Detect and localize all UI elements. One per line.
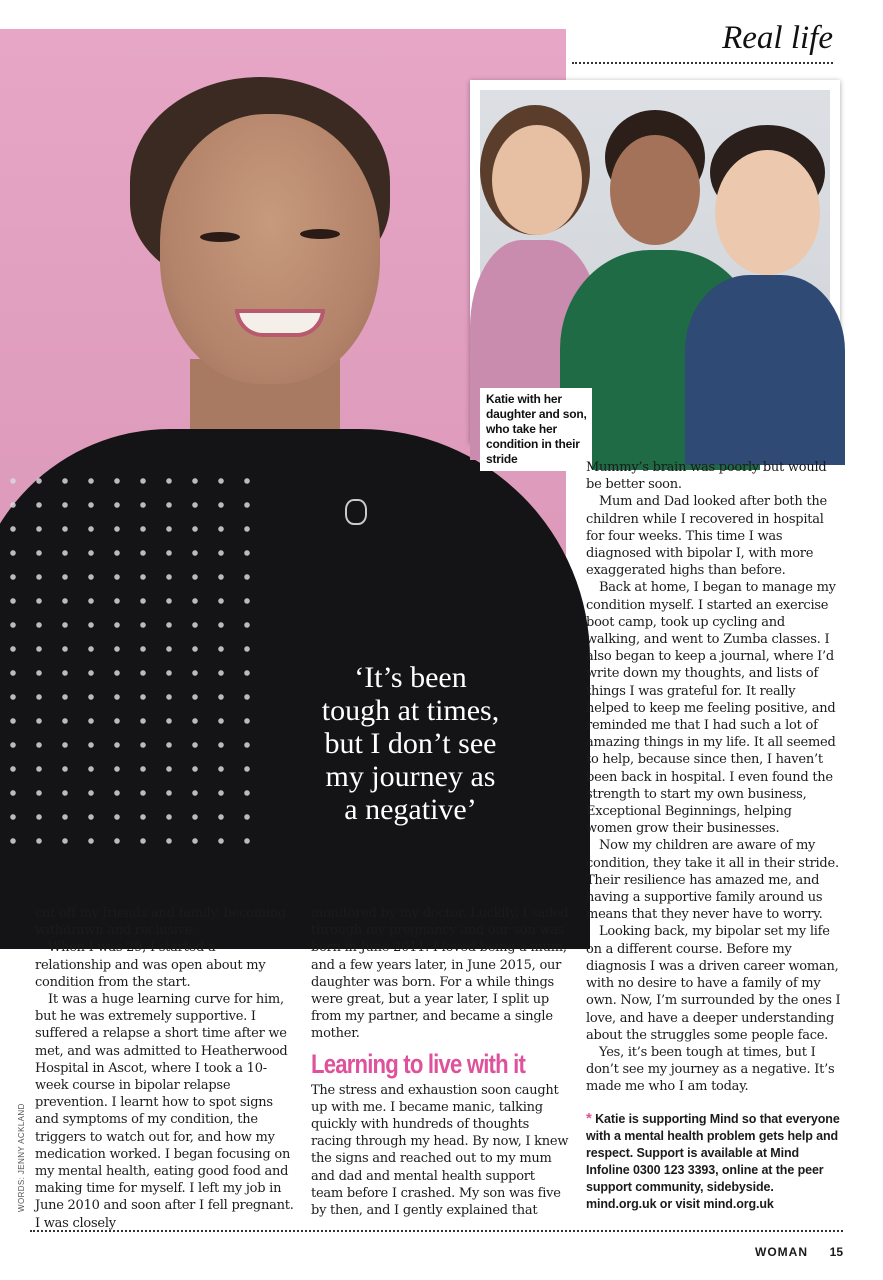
inset-family-photo — [480, 90, 830, 466]
article-column-3 — [586, 459, 841, 1213]
inset-daughter-face — [492, 125, 582, 235]
article-paragraph: It was a huge learning curve for him, but he was extremely supportive. I suffered a relapse a short time after we met, and was admitted to Heatherwood Hospital in Ascot, where I took a 10-week course in bipolar relapse prevention. I learnt how to spot signs and symptoms of my condition, the triggers to watch out for, and how my medication worked. I began focusing on my mental health, eating good food and making time for myself. I left my job in June 2010 and soon after I fell pregnant. I was closely — [35, 992, 294, 1231]
article-paragraph: Now my children are aware of my condition, they take it all in their stride. Their resilience has amazed me, and having a supportive family around us means that they never have to worry. — [586, 838, 839, 923]
article-paragraph: cut off my friends and family, becoming withdrawn and reclusive. — [35, 906, 286, 939]
article-paragraph: Mummy’s brain was poorly but would be better soon. — [586, 460, 827, 493]
inset-mother-face — [610, 135, 700, 245]
article-paragraph: When I was 29, I started a relationship and was open about my condition from the start. — [35, 940, 266, 990]
article-paragraph: Mum and Dad looked after both the children while I recovered in hospital for four weeks. This time I was diagnosed with bipolar I, with more exaggerated highs than before. — [586, 494, 827, 579]
inset-son-face — [715, 150, 820, 275]
folio-magazine-name: WOMAN — [755, 1245, 808, 1259]
inset-son-top — [685, 275, 845, 465]
article-paragraph: Looking back, my bipolar set my life on a different course. Before my diagnosis I was a driven career woman, with no desire to have a family of my own. Now, I’m surrounded by the ones I love, and have a deeper understanding about the struggles some people face. — [586, 924, 841, 1043]
section-title: Real life — [722, 20, 833, 56]
photo-sparkle-embellishment — [0, 469, 250, 849]
photo-pendant — [345, 499, 367, 525]
article-paragraph: Back at home, I began to manage my condition myself. I started an exercise boot camp, took up cycling and walking, and went to Zumba classes. I also began to keep a journal, where I’d write down my thoughts, and lists of things I was grateful for. It really helped to keep me feeling positive, and reminded me that I had such a lot of amazing things in my life. It all seemed to help, because since then, I haven’t been back in hospital. I even found the strength to start my own business, Exceptional Beginnings, helping women grow their businesses. — [586, 580, 836, 837]
photo-eye-right — [300, 229, 340, 239]
photo-smile — [235, 309, 325, 337]
article-paragraph: monitored by my doctor. Luckily, I sailed through my pregnancy and our son was born in June 2011. I loved being a mum, and a few years later, in June 2015, our daughter was born. For a while things were great, but a year later, I split up from my partner, and became a single mother. — [311, 906, 569, 1042]
article-paragraph: Yes, it’s been tough at times, but I don’t see my journey as a negative. It’s made me who I am today. — [586, 1044, 835, 1095]
photo-face — [160, 114, 380, 384]
photo-eye-left — [200, 232, 240, 242]
support-note-text: Katie is supporting Mind so that everyone with a mental health problem gets help and respect. Support is available at Mind Infoline 0300 123 3393, online at the peer support community, sidebyside. mind.org.uk or visit mind.org.uk — [586, 1111, 840, 1211]
bottom-dotted-rule — [30, 1230, 843, 1232]
article-paragraph: The stress and exhaustion soon caught up with me. I became manic, talking quickly with hundreds of thoughts racing through my head. By now, I knew the signs and reached out to my mum and dad and mental health support team before I crashed. My son was five by then, and I gently explained that — [311, 1082, 569, 1219]
top-dotted-rule — [572, 62, 833, 64]
article-column-1 — [35, 905, 295, 1232]
support-note — [586, 1110, 841, 1213]
folio-page-number: 15 — [829, 1245, 843, 1259]
inset-caption: Katie with her daughter and son, who take her condition in their stride — [480, 388, 592, 471]
pull-quote: ‘It’s been tough at times, but I don’t see my journey as a negative’ — [321, 661, 500, 826]
article-subheading: Learning to live with it — [311, 1048, 526, 1079]
words-credit: WORDS: JENNY ACKLAND — [17, 1103, 26, 1212]
asterisk-icon: * — [586, 1109, 592, 1127]
inset-photo-frame — [470, 80, 840, 466]
article-column-2 — [311, 905, 569, 1219]
